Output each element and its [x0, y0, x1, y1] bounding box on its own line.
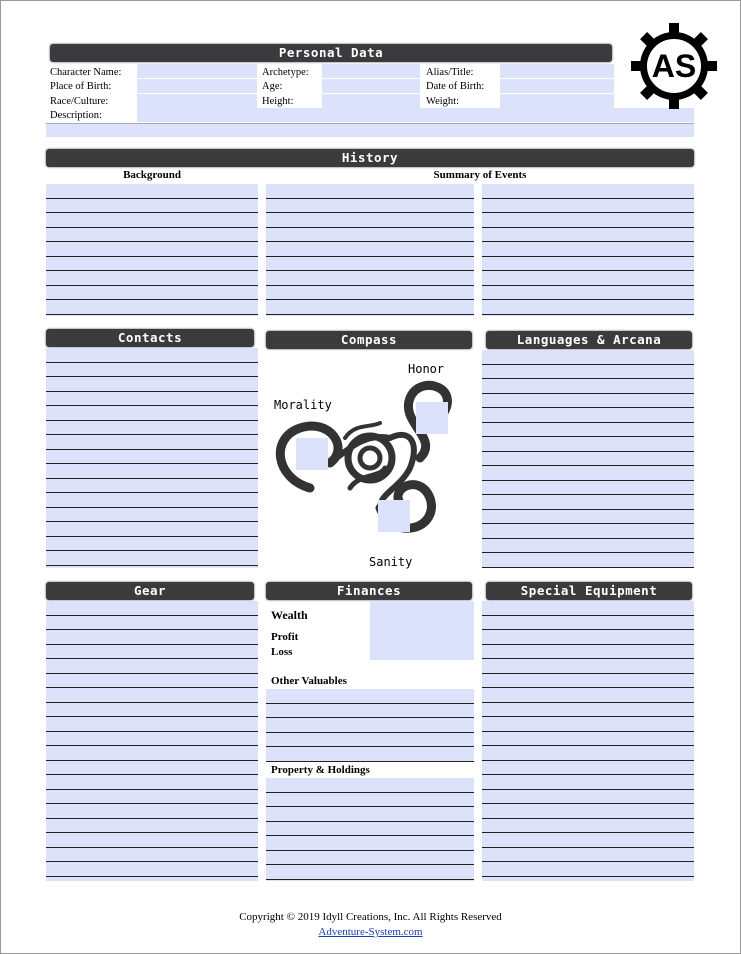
race-culture-field[interactable]	[137, 94, 257, 108]
background-header: Background	[123, 169, 181, 181]
character-name-label: Character Name:	[50, 67, 122, 78]
sanity-field[interactable]	[378, 500, 410, 532]
loss-label: Loss	[271, 646, 293, 658]
finances-banner: Finances	[266, 582, 472, 600]
wealth-field[interactable]	[370, 601, 474, 660]
gear-logo-icon	[630, 22, 718, 110]
description-field[interactable]	[137, 108, 694, 122]
personal-data-banner: Personal Data	[50, 44, 612, 62]
special-equipment-lines[interactable]	[482, 601, 694, 881]
svg-text:AS: AS	[651, 48, 697, 84]
character-name-field[interactable]	[137, 64, 257, 78]
history-banner: History	[46, 149, 694, 167]
languages-lines[interactable]	[482, 350, 694, 568]
date-of-birth-field[interactable]	[500, 79, 614, 93]
contacts-lines[interactable]	[46, 348, 258, 568]
footer-link-wrap	[0, 926, 741, 938]
background-lines[interactable]	[46, 184, 258, 316]
place-of-birth-field[interactable]	[137, 79, 257, 93]
sanity-label: Sanity	[369, 555, 413, 569]
place-of-birth-label: Place of Birth:	[50, 81, 112, 92]
copyright-text: Copyright © 2019 Idyll Creations, Inc. All Rights Reserved	[239, 911, 502, 923]
languages-arcana-banner: Languages & Arcana	[486, 331, 692, 349]
race-culture-label: Race/Culture:	[50, 96, 109, 107]
compass-artwork	[270, 378, 470, 553]
weight-label: Weight:	[426, 96, 459, 107]
gear-banner: Gear	[46, 582, 254, 600]
alias-title-label: Alias/Title:	[426, 67, 474, 78]
profit-label: Profit	[271, 631, 299, 643]
morality-label: Morality	[274, 398, 332, 412]
morality-field[interactable]	[296, 438, 328, 470]
honor-label: Honor	[408, 362, 445, 376]
height-field[interactable]	[322, 94, 420, 108]
height-label: Height:	[262, 96, 294, 107]
property-holdings-label: Property & Holdings	[271, 764, 370, 776]
alias-title-field[interactable]	[500, 64, 614, 78]
other-valuables-label: Other Valuables	[271, 675, 347, 687]
other-valuables-lines[interactable]	[266, 689, 474, 762]
special-equipment-banner: Special Equipment	[486, 582, 692, 600]
summary-lines-1[interactable]	[266, 184, 474, 316]
property-lines[interactable]	[266, 778, 474, 881]
date-of-birth-label: Date of Birth:	[426, 81, 485, 92]
wealth-label: Wealth	[271, 608, 308, 622]
gear-lines[interactable]	[46, 601, 258, 881]
age-label: Age:	[262, 81, 283, 92]
archetype-field[interactable]	[322, 64, 420, 78]
description-field-2[interactable]	[46, 123, 694, 137]
summary-of-events-header: Summary of Events	[433, 169, 527, 181]
archetype-label: Archetype:	[262, 67, 309, 78]
contacts-banner: Contacts	[46, 329, 254, 347]
adventure-system-link[interactable]: Adventure-System.com	[318, 926, 423, 938]
description-label: Description:	[50, 110, 102, 121]
as-logo	[630, 22, 718, 110]
honor-field[interactable]	[416, 402, 448, 434]
compass-banner: Compass	[266, 331, 472, 349]
age-field[interactable]	[322, 79, 420, 93]
weight-field[interactable]	[500, 94, 614, 108]
summary-lines-2[interactable]	[482, 184, 694, 316]
